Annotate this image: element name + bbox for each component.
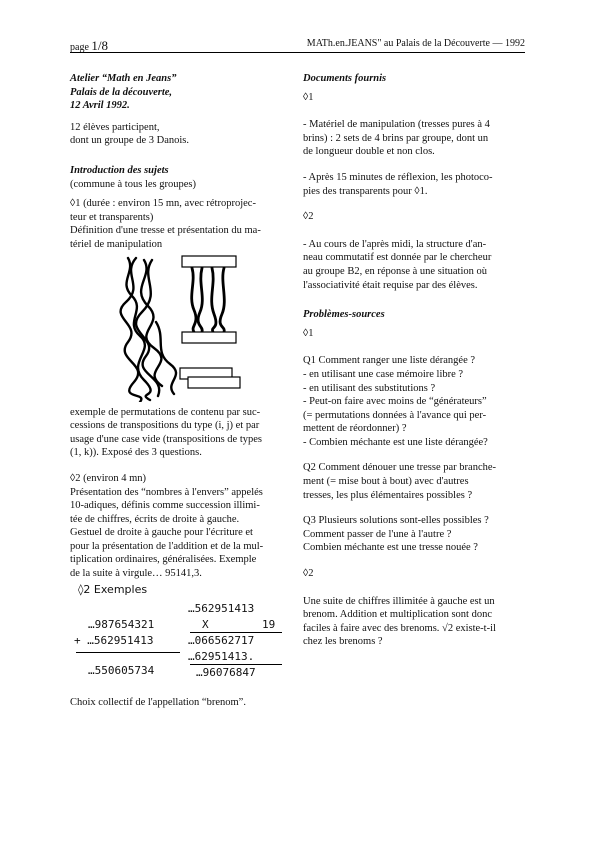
mult-partial-1: …066562717 <box>188 634 255 648</box>
right-column <box>303 72 525 657</box>
top-bar <box>182 256 236 267</box>
mult-partial-2: …62951413. <box>188 650 255 664</box>
problems-title: Problèmes-sources <box>303 309 385 321</box>
question-1: Q1 Comment ranger une liste dérangée ? - en utilisant une case mémoire libre ? - en utilisant des substitutions ? - Peut-on faire avec moins de “générateurs” (= permutations données à l'avance qui per- mettent de réordonner) ? - Combien méchante est une liste dérangée? <box>303 355 488 448</box>
problem-1-marker: ◊1 <box>303 327 314 339</box>
brenom-definition: Une suite de chiffres illimitée à gauche est un brenom. Addition et multiplication sont donc faciles à faire avec des brenoms. √2 existe-t-il chez les brenoms ? <box>303 595 496 648</box>
addition-operand-a: …987654321 <box>88 618 155 632</box>
left-column <box>70 72 278 718</box>
documents-title: Documents fournis <box>303 73 387 84</box>
mult-operand-b: 19 <box>262 618 276 632</box>
examples-block <box>70 602 278 684</box>
doc-2-text: - Au cours de l'après midi, la structure d'an- neau commutatif est donnée par le chercheur au groupe B2, en réponse à une situation où l'associativité était requise par des élèves. <box>303 238 492 291</box>
addition-result: …550605734 <box>88 664 155 678</box>
doc-1-marker: ◊1 <box>303 91 314 103</box>
intro-title: Introduction des sujets <box>70 164 169 176</box>
section-2-text: ◊2 (environ 4 mn) Présentation des “nombres à l'envers” appelés 10-adiques, définis comme succession illimi- tée de chiffres, écrits de droite à gauche. Gestuel de droite à gauche pour l'écriture et pour la présentation de l'addition et de la mul- tiplication ordinaires, généralisées. Exemple de la suite à virgule… 95141,3. <box>70 472 264 580</box>
examples-title: ◊2 Exemples <box>78 582 148 596</box>
mult-result: …96076847 <box>196 666 256 680</box>
braid-illustration <box>70 252 278 402</box>
bottom-bar <box>182 332 236 343</box>
question-3: Q3 Plusieurs solutions sont-elles possibles ? Comment passer de l'une à l'autre ? Combien méchante est une tresse nouée ? <box>303 515 489 554</box>
section-1-after: exemple de permutations de contenu par suc- cessions de transpositions du type (i, j) et par usage d'une case vide (transpositions de types (1, k)). Exposé des 3 questions. <box>70 406 263 459</box>
intro-section <box>70 164 278 191</box>
doc-2-marker: ◊2 <box>303 211 314 223</box>
section-1-text: ◊1 (durée : environ 15 mn, avec rétroprojec- teur et transparents) Définition d'une tresse et présentation du ma- tériel de manipulation <box>70 198 261 250</box>
doc-1-text-2: - Après 15 minutes de réflexion, les photoco- pies des transparents pour ◊1. <box>303 171 493 197</box>
participants: 12 élèves participent, dont un groupe de 3 Danois. <box>70 121 189 147</box>
running-title: MATh.en.JEANS" au Palais de la Découverte — 1992 <box>306 38 525 49</box>
atelier-heading: Atelier “Math en Jeans” Palais de la découverte, 12 Avril 1992. <box>70 73 177 112</box>
page-number: page 1/8 <box>70 38 109 53</box>
brenom-choice: Choix collectif de l'appellation “brenom”. <box>70 697 246 709</box>
intro-subtitle: (commune à tous les groupes) <box>70 178 196 190</box>
addition-operand-b: + …562951413 <box>74 634 154 648</box>
mult-operand-a: …562951413 <box>188 602 255 616</box>
problem-2-marker: ◊2 <box>303 568 314 580</box>
question-2: Q2 Comment dénouer une tresse par branche- ment (= mise bout à bout) avec d'autres tresses, les plus élémentaires possibles ? <box>303 462 497 501</box>
doc-1-text: - Matériel de manipulation (tresses pures à 4 brins) : 2 sets de 4 brins par groupe, dont un de longueur double et non clos. <box>303 119 490 158</box>
page-header <box>70 36 525 53</box>
loose-bar <box>188 377 240 388</box>
mult-x: X <box>202 618 209 632</box>
